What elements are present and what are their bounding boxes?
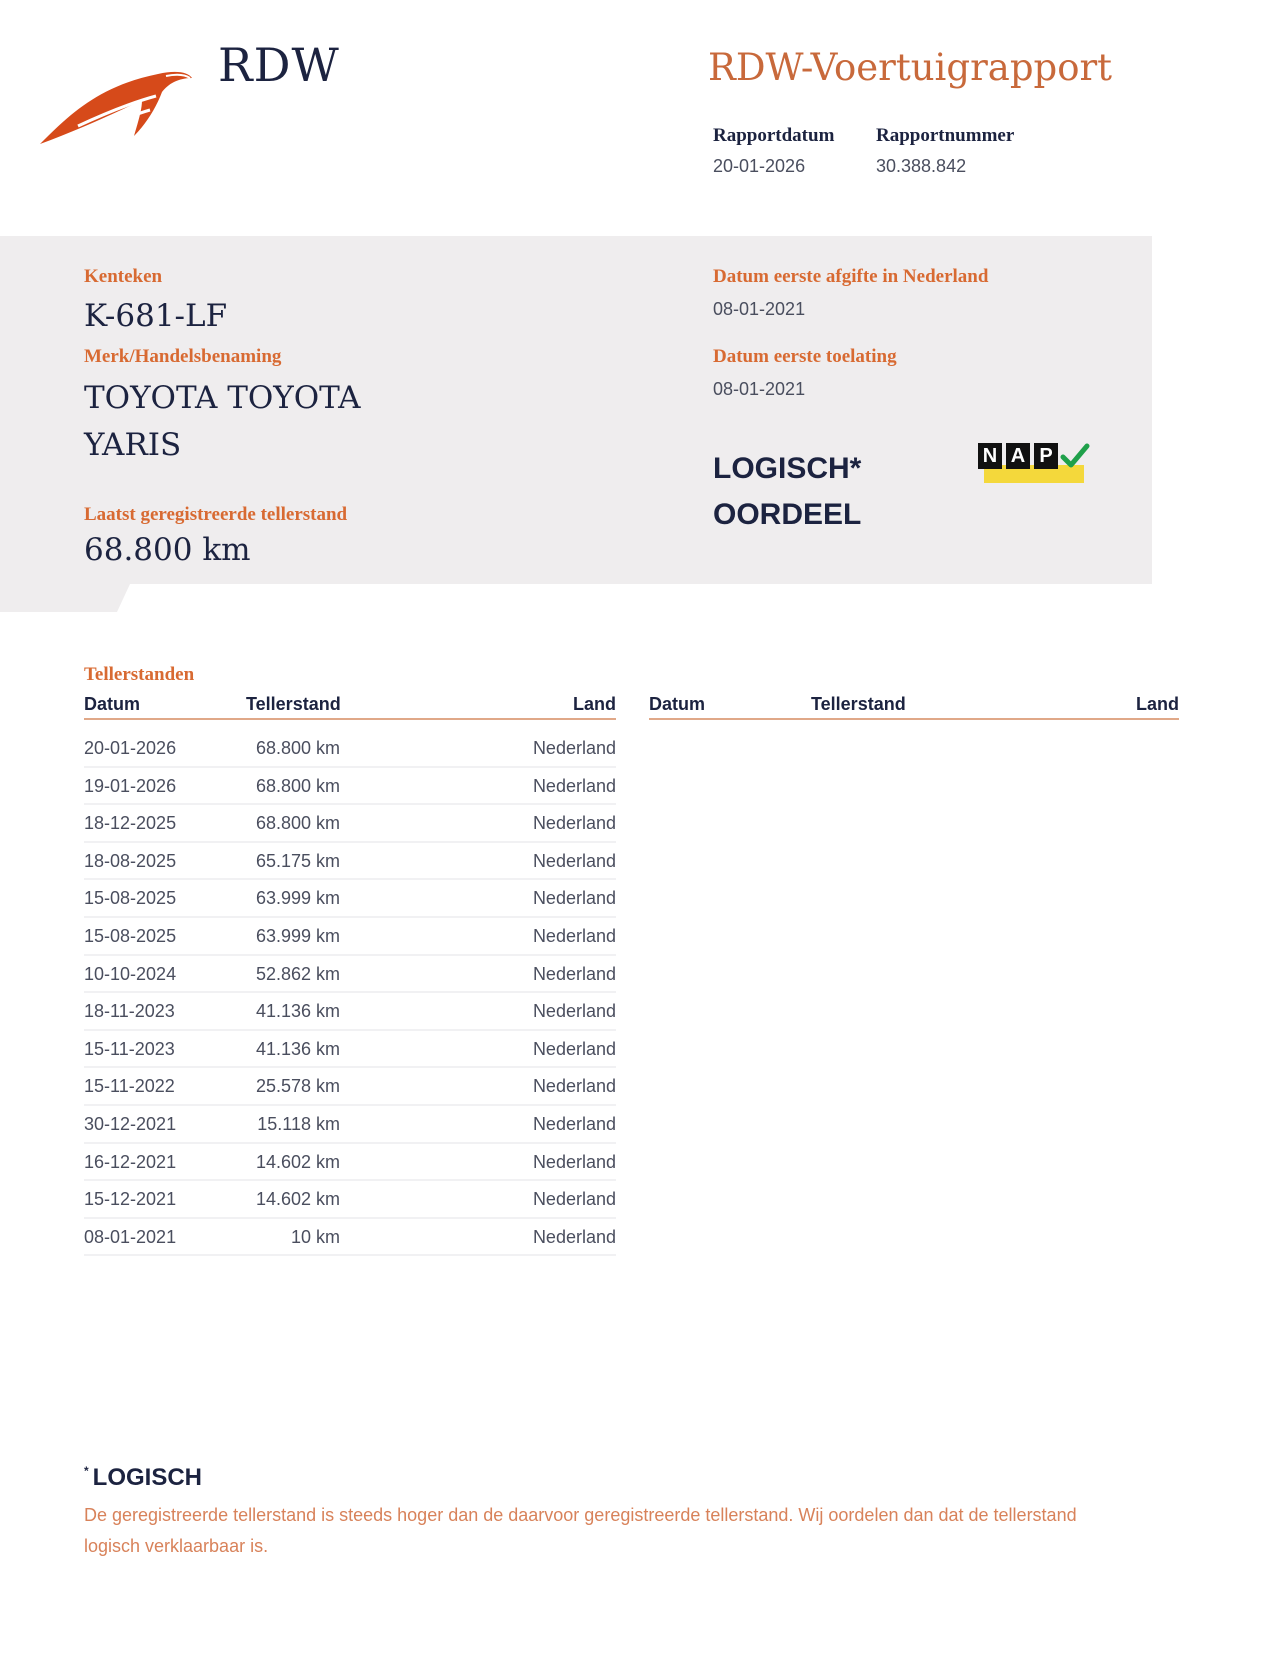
row-odometer: 68.800 km [255,775,340,796]
make-line-2: YARIS [84,427,182,463]
table-row [84,1181,616,1219]
footnote-text: De geregistreerde tellerstand is steeds hoger dan de daarvoor geregistreerde tellerstand. Wij oordelen dan dat de tellerstand logisch verklaarbaar is. [84,1505,1077,1556]
table-row [84,1106,616,1144]
row-country: Nederland [532,1001,616,1022]
report-number-label: Rapportnummer [876,125,1015,146]
row-odometer: 41.136 km [255,1001,340,1022]
row-odometer: 14.602 km [255,1189,340,1210]
nap-letter-a: A [1006,443,1030,469]
row-odometer: 14.602 km [255,1151,340,1172]
report-title: RDW-Voertuigrapport [708,46,1113,89]
table-header-right [649,694,1179,722]
readings-table [84,730,616,1256]
row-country: Nederland [532,738,616,758]
row-country: Nederland [532,1151,616,1172]
plate-label: Kenteken [84,266,163,287]
row-date: 19-01-2026 [84,775,177,796]
first-admission-date: 08-01-2021 [713,379,806,399]
row-odometer: 52.862 km [255,963,340,984]
make-line-1: TOYOTA TOYOTA [84,380,361,416]
row-country: Nederland [532,850,616,871]
table-row [84,918,616,956]
nap-checkmark-icon [1060,443,1090,471]
row-country: Nederland [532,1076,616,1097]
row-odometer: 63.999 km [255,925,340,946]
row-odometer: 41.136 km [255,1038,340,1059]
row-country: Nederland [532,1189,616,1210]
report-number: 30.388.842 [876,156,967,176]
row-country: Nederland [532,1226,616,1247]
table-row [84,805,616,843]
table-row [84,1144,616,1182]
row-country: Nederland [532,775,616,796]
table-row [84,956,616,994]
first-admission-label: Datum eerste toelating [713,346,897,367]
row-date: 15-11-2023 [84,1038,175,1059]
row-date: 10-10-2024 [84,963,177,984]
row-date: 18-08-2025 [84,850,177,871]
report-date-label: Rapportdatum [713,125,835,146]
row-date: 15-08-2025 [84,888,177,909]
row-odometer: 15.118 km [257,1113,340,1134]
verdict-line-1: LOGISCH* [713,452,862,485]
header-underline-right [649,718,1179,720]
panel-tab-decoration [0,584,130,612]
row-date: 18-11-2023 [84,1001,175,1022]
nap-letter-n: N [978,443,1002,469]
report-date: 20-01-2026 [713,156,806,176]
row-country: Nederland [532,1038,616,1059]
row-country: Nederland [532,813,616,834]
table-row [84,730,616,768]
make-label: Merk/Handelsbenaming [84,346,282,367]
header-country: Land [573,694,616,714]
row-date: 15-08-2025 [84,925,177,946]
row-odometer: 25.578 km [255,1076,340,1097]
table-header-left [84,694,616,722]
table-row [84,1068,616,1106]
table-row [84,993,616,1031]
row-country: Nederland [532,963,616,984]
row-date: 16-12-2021 [84,1151,177,1172]
nap-letter-p: P [1034,443,1058,469]
row-odometer: 65.175 km [255,850,340,871]
row-date: 08-01-2021 [84,1226,177,1247]
odometer-label: Laatst geregistreerde tellerstand [84,504,348,525]
verdict-line-2: OORDEEL [713,498,862,531]
row-odometer: 10 km [290,1226,340,1247]
row-country: Nederland [532,1113,616,1134]
readings-title: Tellerstanden [84,664,195,685]
header-country-right: Land [1136,694,1179,714]
table-row [84,880,616,918]
row-date: 20-01-2026 [84,738,177,758]
header-date-right: Datum [649,694,706,714]
footnote-heading: LOGISCH [92,1464,203,1491]
table-row [84,843,616,881]
row-country: Nederland [532,888,616,909]
header-odometer: Tellerstand [246,694,341,714]
first-issue-nl-date: 08-01-2021 [713,299,806,319]
header-underline [84,718,616,720]
row-date: 15-12-2021 [84,1189,177,1210]
first-issue-nl-label: Datum eerste afgifte in Nederland [713,266,989,287]
table-row [84,1031,616,1069]
row-odometer: 68.800 km [255,813,340,834]
footnote-marker: * [84,1464,89,1478]
table-row [84,768,616,806]
row-country: Nederland [532,925,616,946]
row-date: 15-11-2022 [84,1076,175,1097]
license-plate: K-681-LF [84,298,228,334]
row-odometer: 63.999 km [255,888,340,909]
row-date: 30-12-2021 [84,1113,177,1134]
brand-name: RDW [218,38,340,92]
last-odometer: 68.800 km [84,532,251,568]
row-odometer: 68.800 km [255,738,340,758]
header-date: Datum [84,694,141,714]
footnote-title [84,1464,202,1492]
rdw-wing-logo-icon [38,66,194,146]
header-odometer-right: Tellerstand [811,694,906,714]
table-row [84,1219,616,1257]
nap-logo [970,443,1090,489]
row-date: 18-12-2025 [84,813,177,834]
